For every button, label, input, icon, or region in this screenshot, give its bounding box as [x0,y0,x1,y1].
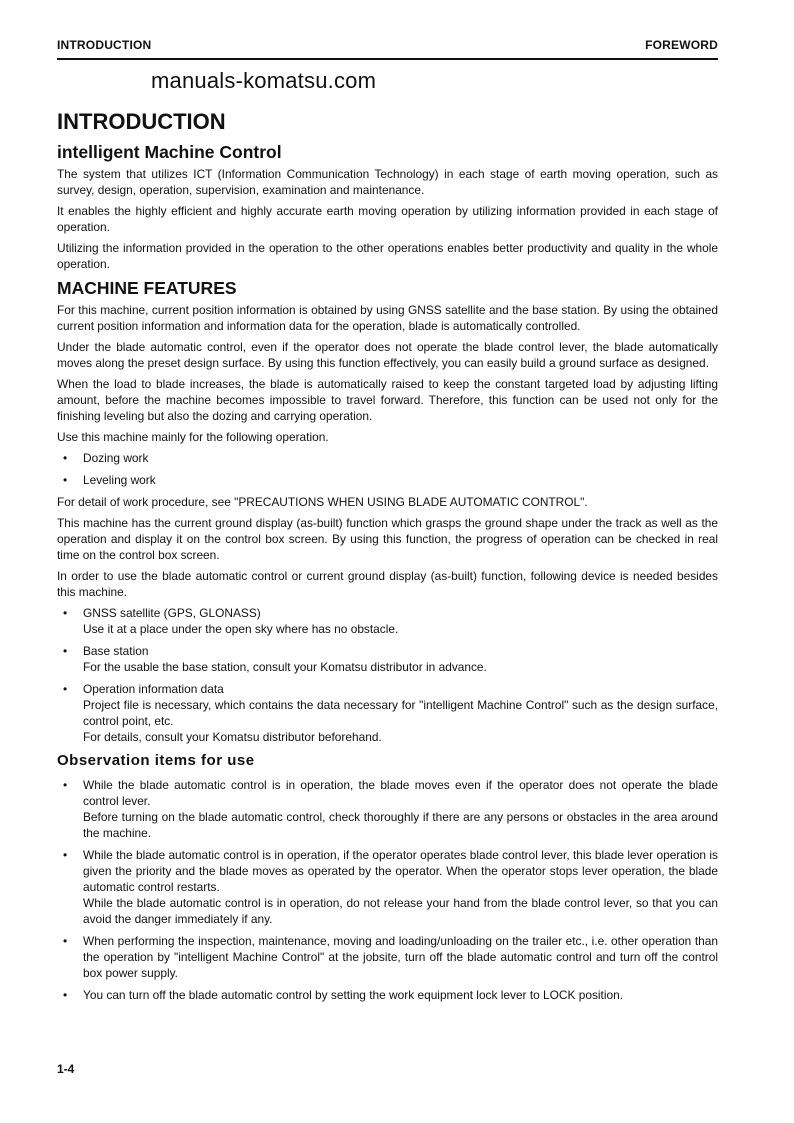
paragraph: This machine has the current ground display (as-built) function which grasps the ground shape under the track as well as the operation and display it on the control box screen. By using this function, the progress of operation can be checked in real time on the control box screen. [57,516,718,562]
paragraph: For detail of work procedure, see "PRECAUTIONS WHEN USING BLADE AUTOMATIC CONTROL". [57,495,588,509]
item-text: Use it at a place under the open sky where has no obstacle. [83,622,399,636]
paragraph: Use this machine mainly for the following operation. [57,430,329,444]
observation-heading: Observation items for use [57,752,255,769]
item-title: • Operation information data [83,682,224,696]
list-item [57,777,718,841]
item-text: • While the blade automatic control is in operation, if the operator operates blade control lever, this blade lever operation is given the priority and the blade moves as operated by the operator. When the operator stops lever operation, the blade automatic control restarts. [83,848,718,894]
watermark: manuals-komatsu.com [151,68,377,93]
paragraph: When the load to blade increases, the blade is automatically raised to keep the constant targeted load by adjusting lifting amount, before the machine becomes impossible to travel forward. Therefore, this function can be used not only for the finishing leveling but also the dozing and carrying operation. [57,377,718,423]
operations-list [57,450,718,488]
list-item [57,933,718,981]
header-section: INTRODUCTION [57,38,152,52]
header-chapter: FOREWORD [645,38,718,52]
paragraph: For this machine, current position information is obtained by using GNSS satellite and the base station. By using the obtained current position information and information data for the operation, blade is automatically controlled. [57,303,718,333]
list-item [57,847,718,927]
imc-heading: intelligent Machine Control [57,142,282,162]
item-text: For details, consult your Komatsu distributor beforehand. [83,730,382,744]
features-heading: MACHINE FEATURES [57,278,237,298]
item-title: • GNSS satellite (GPS, GLONASS) [83,606,261,620]
item-text: • While the blade automatic control is in operation, the blade moves even if the operator does not operate the blade control lever. [83,778,718,808]
paragraph: Under the blade automatic control, even if the operator does not operate the blade control lever, the blade automatically moves along the preset design surface. By using this function effectively, you can easily build a ground surface as designed. [57,340,718,370]
item-text: Before turning on the blade automatic control, check thoroughly if there are any persons or obstacles in the area around the machine. [83,810,718,840]
item-text: • When performing the inspection, maintenance, moving and loading/unloading on the trailer etc., i.e. other operation than the operation by "intelligent Machine Control" at the jobsite, turn off the blade automatic control and turn off the control box power supply. [83,934,718,980]
paragraph: In order to use the blade automatic control or current ground display (as-built) function, following device is needed besides this machine. [57,569,718,599]
paragraph: It enables the highly efficient and highly accurate earth moving operation by utilizing information provided in each stage of operation. [57,204,718,234]
list-item [57,681,718,745]
item-text: While the blade automatic control is in operation, do not release your hand from the blade control lever, so that you can avoid the danger immediately if any. [83,896,718,926]
list-item [57,987,718,1003]
paragraph: The system that utilizes ICT (Information Communication Technology) in each stage of earth moving operation, such as survey, design, operation, supervision, examination and maintenance. [57,167,718,197]
item-text: For the usable the base station, consult your Komatsu distributor in advance. [83,660,487,674]
page-body [57,108,718,1009]
item-text: Project file is necessary, which contains the data necessary for "intelligent Machine Control" such as the design surface, control point, etc. [83,698,718,728]
devices-list [57,605,718,745]
page-header [57,38,718,60]
item-title: • Base station [83,644,149,658]
page-number: 1-4 [57,1062,75,1076]
item-text: • You can turn off the blade automatic control by setting the work equipment lock lever to LOCK position. [83,988,624,1002]
observation-list [57,777,718,1003]
list-item [57,643,718,675]
list-item: • Dozing work [57,450,718,466]
list-item [57,605,718,637]
list-item: • Leveling work [57,472,718,488]
page-title: INTRODUCTION [57,109,226,134]
paragraph: Utilizing the information provided in the operation to the other operations enables better productivity and quality in the whole operation. [57,241,718,271]
